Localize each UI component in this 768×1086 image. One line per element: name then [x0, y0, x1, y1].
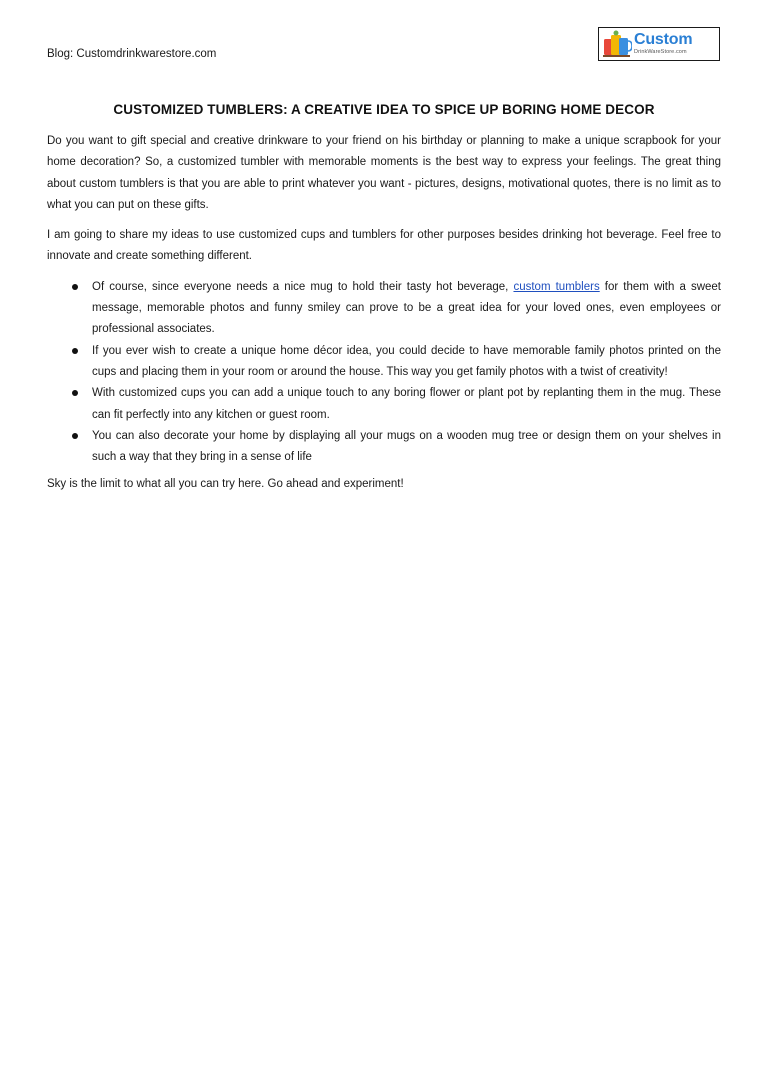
bullet-icon	[72, 348, 78, 354]
bullet-icon	[72, 433, 78, 439]
article-title: CUSTOMIZED TUMBLERS: A CREATIVE IDEA TO SPICE UP BORING HOME DECOR	[113, 102, 655, 117]
closing-paragraph: Sky is the limit to what all you can try here. Go ahead and experiment!	[47, 478, 404, 491]
list-item-text-after: for them with a sweet message, memorable photos and funny smiley can prove to be a great idea for your loved ones, even employees or professional associates.	[92, 280, 721, 336]
blog-header-label: Blog: Customdrinkwarestore.com	[47, 48, 217, 60]
list-item-text: You can also decorate your home by displaying all your mugs on a wooden mug tree or design them on your shelves in such a way that they bring in a sense of life	[92, 429, 721, 464]
custom-tumblers-link[interactable]: custom tumblers	[513, 280, 600, 293]
bullet-icon	[72, 284, 78, 290]
article-body	[47, 102, 721, 505]
intro-paragraph: Do you want to gift special and creative drinkware to your friend on his birthday or planning to make a unique scrapbook for your home decoration? So, a customized tumbler with memorable moments is the best way to express your feelings. The great thing about custom tumblers is that you are able to print whatever you want - pictures, designs, motivational quotes, there is no limit as to what you can put on these gifts.	[47, 135, 721, 211]
mug-logo-icon	[602, 29, 632, 59]
logo-subtext: DrinkWareStore.com	[634, 49, 687, 56]
list-item-text: With customized cups you can add a unique touch to any boring flower or plant pot by replanting them in the mug. These can fit perfectly into any kitchen or guest room.	[92, 387, 721, 421]
list-item	[47, 383, 721, 426]
logo-wordmark: Custom	[634, 31, 693, 49]
ideas-paragraph: I am going to share my ideas to use customized cups and tumblers for other purposes besides drinking hot beverage. Feel free to innovate and create something different.	[47, 229, 721, 263]
ideas-list	[47, 277, 721, 469]
list-item	[47, 341, 721, 384]
list-item	[47, 277, 721, 341]
list-item-text-before: Of course, since everyone needs a nice mug to hold their tasty hot beverage,	[92, 280, 514, 293]
bullet-icon	[72, 390, 78, 396]
list-item	[47, 426, 721, 469]
custom-drinkware-store-logo[interactable]	[598, 27, 720, 61]
list-item-text: If you ever wish to create a unique home décor idea, you could decide to have memorable family photos printed on the cups and placing them in your room or around the house. This way you get family photos with a twist of creativity!	[92, 344, 721, 378]
